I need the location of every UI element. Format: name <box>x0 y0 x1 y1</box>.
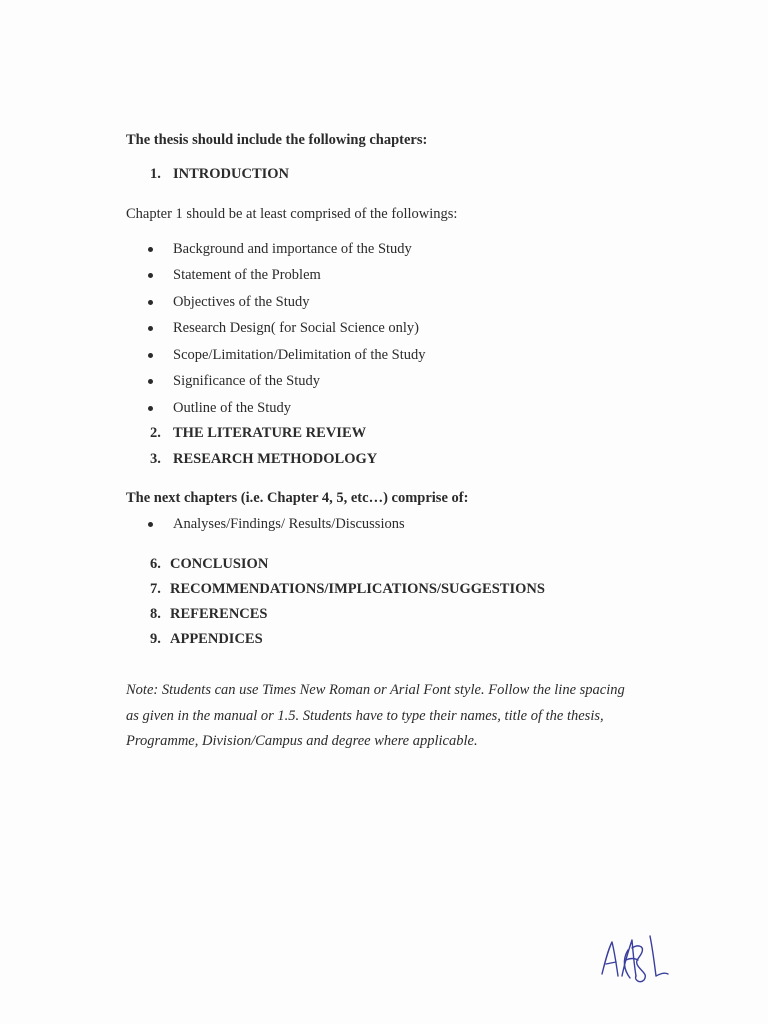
bullet-item: Significance of the Study <box>173 373 320 389</box>
signature-icon <box>598 930 680 986</box>
chapter-number: 7. <box>150 581 161 597</box>
chapter-number: 8. <box>150 606 161 622</box>
note-line: Note: Students can use Times New Roman or Arial Font style. Follow the line spacing <box>126 682 625 698</box>
bullet-item: Analyses/Findings/ Results/Discussions <box>173 516 405 532</box>
chapter-number: 3. <box>150 451 161 467</box>
chapter-number: 1. <box>150 166 161 182</box>
chapter-title: APPENDICES <box>170 631 263 647</box>
bullet-icon <box>148 406 153 411</box>
bullet-item: Statement of the Problem <box>173 267 321 283</box>
bullet-item: Objectives of the Study <box>173 294 310 310</box>
chapter-title: THE LITERATURE REVIEW <box>173 425 367 441</box>
chapter-title: RESEARCH METHODOLOGY <box>173 451 378 467</box>
chapter-number: 9. <box>150 631 161 647</box>
bullet-item: Research Design( for Social Science only) <box>173 320 420 336</box>
chapters-heading: The thesis should include the following chapters: <box>126 132 428 148</box>
chapter-title: CONCLUSION <box>170 556 269 572</box>
chapter-title: INTRODUCTION <box>173 166 290 182</box>
bullet-icon <box>148 273 153 278</box>
chapter-title: RECOMMENDATIONS/IMPLICATIONS/SUGGESTIONS <box>170 581 545 597</box>
note-line: Programme, Division/Campus and degree where applicable. <box>126 733 478 749</box>
chapter-title: REFERENCES <box>170 606 268 622</box>
bullet-item: Outline of the Study <box>173 400 292 416</box>
bullet-item: Scope/Limitation/Delimitation of the Study <box>173 347 426 363</box>
note-line: as given in the manual or 1.5. Students have to type their names, title of the thesis, <box>126 708 604 724</box>
chapter-number: 2. <box>150 425 161 441</box>
bullet-icon <box>148 300 153 305</box>
bullet-icon <box>148 379 153 384</box>
bullet-item: Background and importance of the Study <box>173 241 412 257</box>
bullet-icon <box>148 247 153 252</box>
bullet-icon <box>148 326 153 331</box>
chapter-number: 6. <box>150 556 161 572</box>
chapter1-intro-text: Chapter 1 should be at least comprised of the followings: <box>126 206 458 222</box>
bullet-icon <box>148 522 153 527</box>
next-chapters-heading: The next chapters (i.e. Chapter 4, 5, etc…) comprise of: <box>126 490 469 506</box>
bullet-icon <box>148 353 153 358</box>
